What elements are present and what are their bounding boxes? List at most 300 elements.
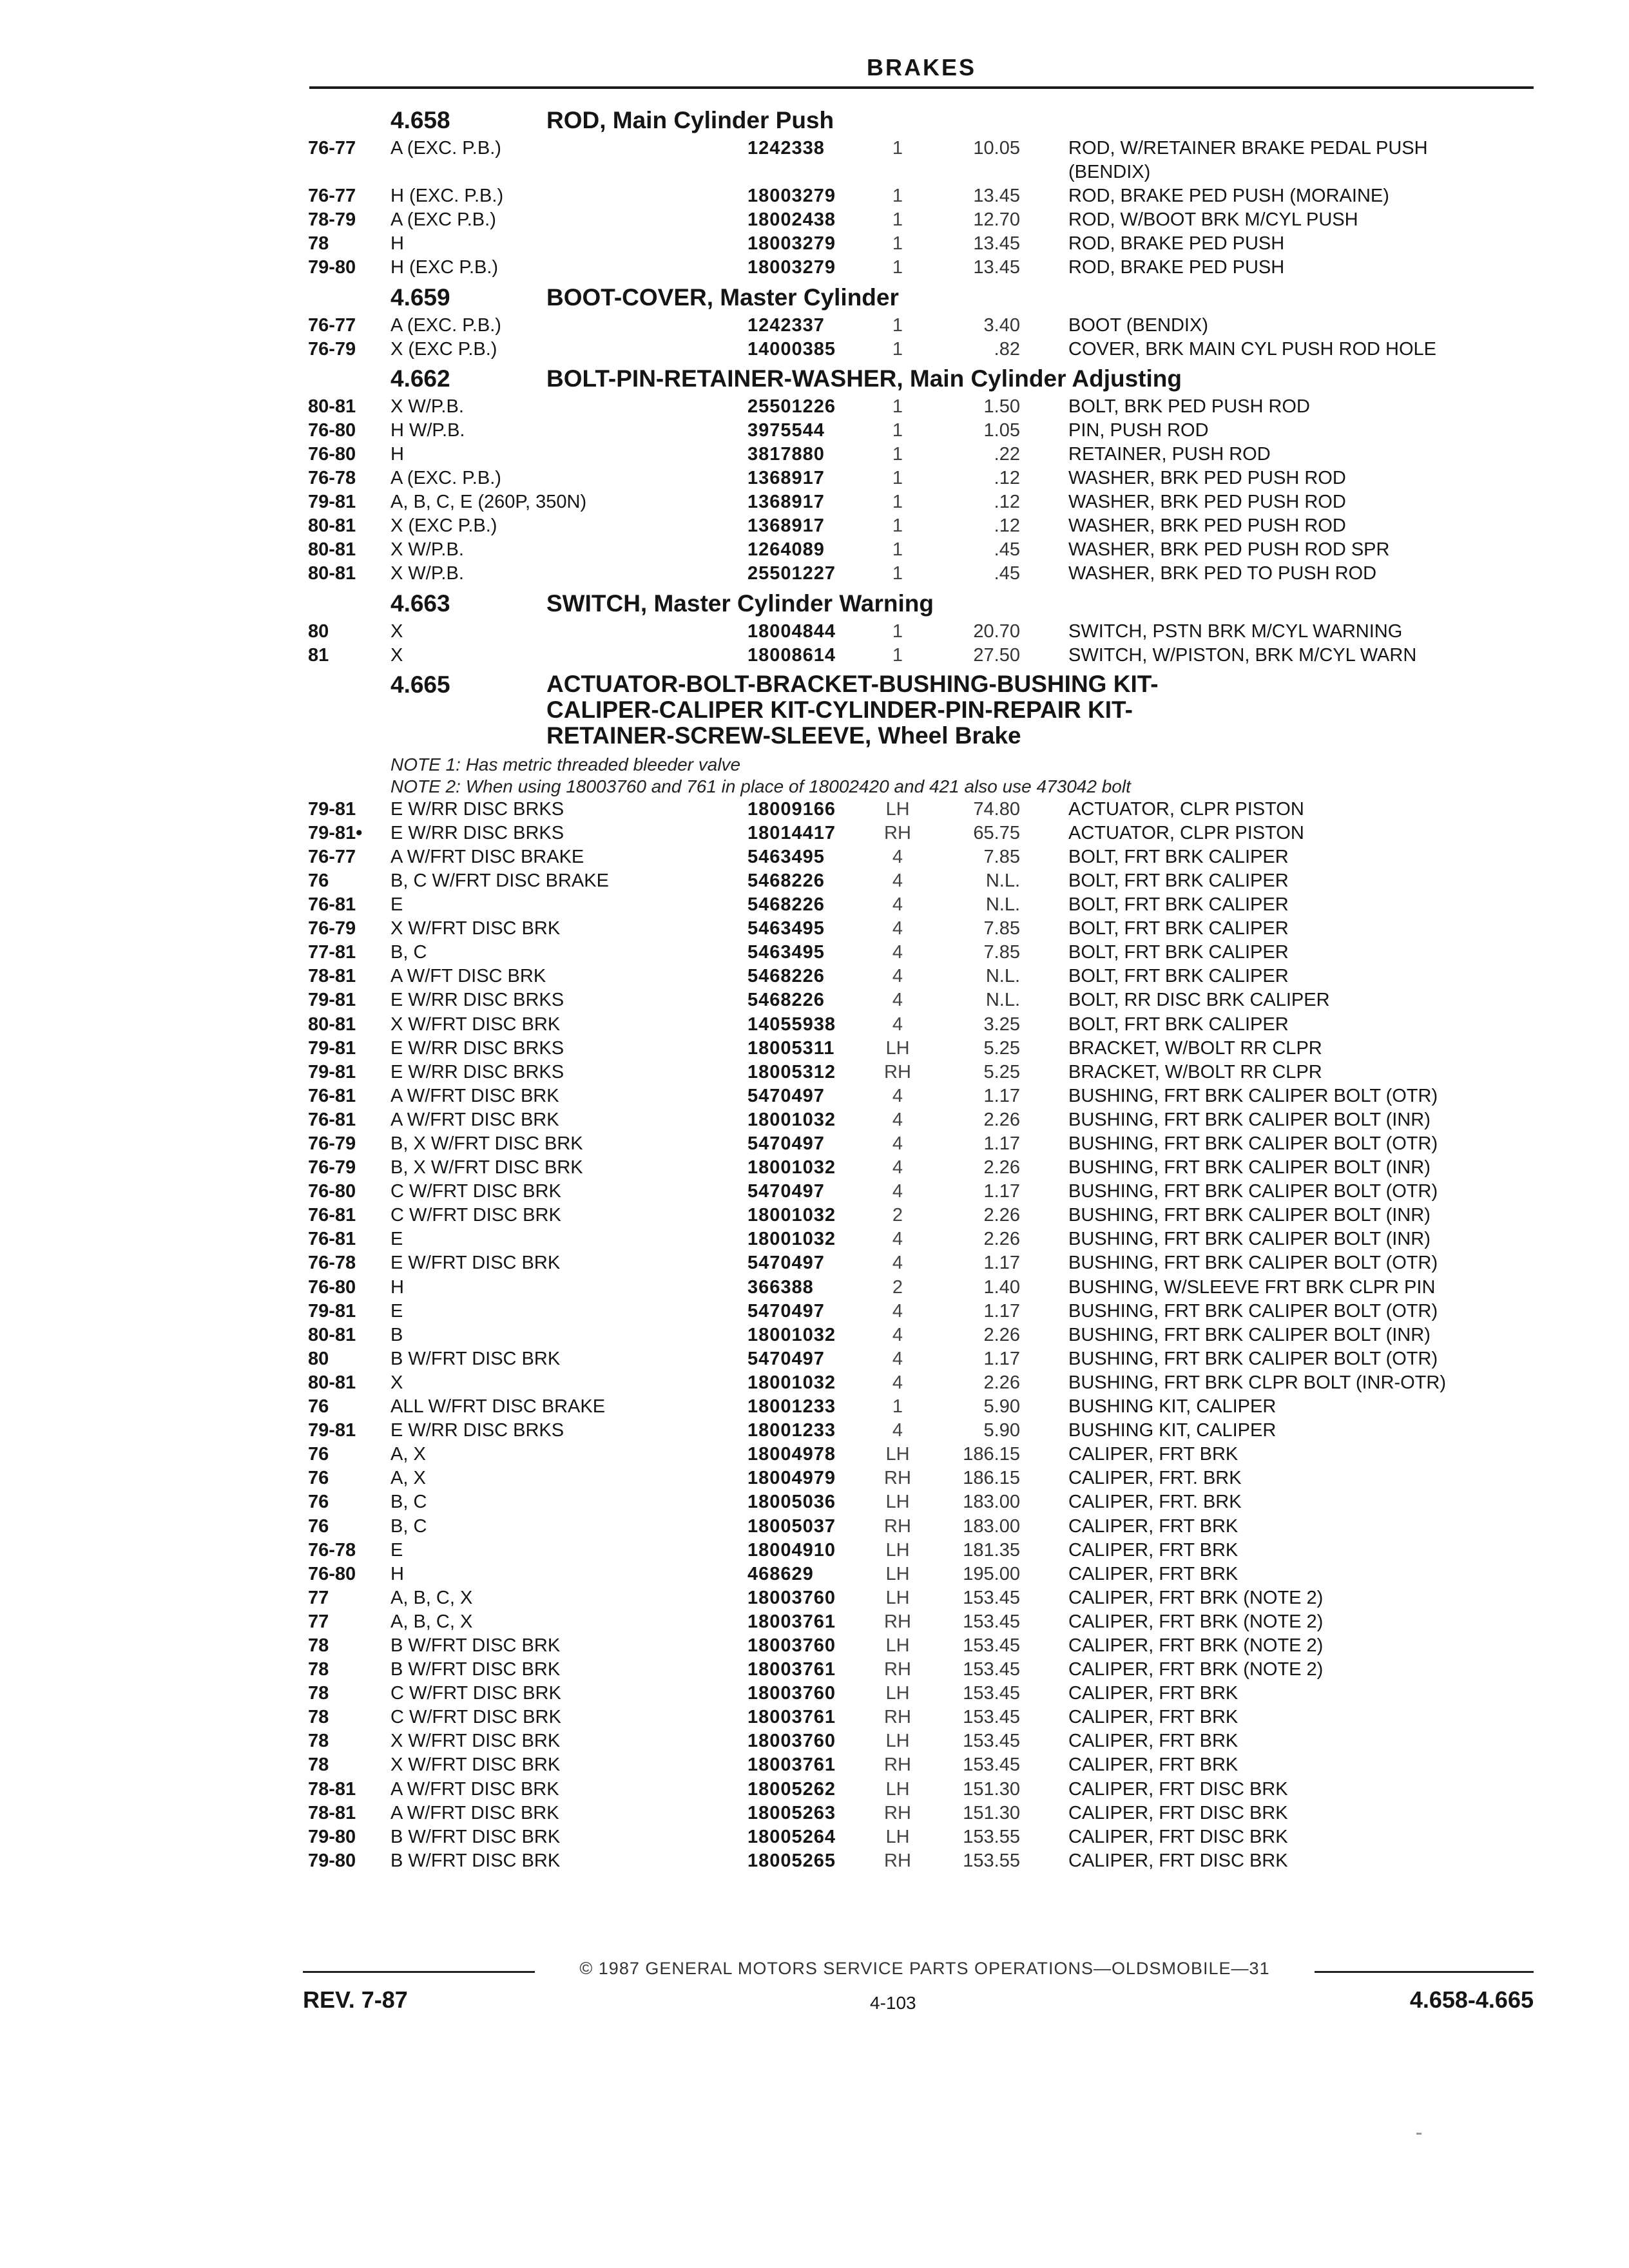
- part-row: [308, 1395, 1539, 1419]
- part-number: 3817880: [747, 443, 825, 465]
- quantity-side: 1: [892, 138, 903, 159]
- model-years: 77: [308, 1587, 329, 1608]
- part-number: 18003761: [747, 1611, 836, 1632]
- section-heading: [308, 361, 1539, 395]
- part-number: 14000385: [747, 338, 836, 360]
- application: H: [390, 1563, 404, 1584]
- model-years: 80-81: [308, 539, 356, 561]
- application: B W/FRT DISC BRK: [390, 1850, 561, 1871]
- part-row: [308, 395, 1539, 419]
- part-number: 1242338: [747, 138, 825, 159]
- part-description: ROD, BRAKE PED PUSH (MORAINE): [1068, 186, 1389, 207]
- section-heading: [308, 103, 1539, 137]
- model-years: 76-81: [308, 1229, 356, 1250]
- quantity-side: 1: [892, 186, 903, 207]
- application: X W/P.B.: [390, 539, 464, 561]
- part-description: PIN, PUSH ROD: [1068, 419, 1209, 441]
- part-description: BUSHING, FRT BRK CALIPER BOLT (INR): [1068, 1229, 1431, 1250]
- part-description: BOLT, FRT BRK CALIPER: [1068, 966, 1289, 987]
- quantity-side: RH: [884, 1659, 911, 1680]
- application: E W/RR DISC BRKS: [390, 822, 564, 843]
- part-number: 18008614: [747, 644, 836, 666]
- price: 7.85: [983, 918, 1020, 939]
- application: B, C: [390, 942, 427, 963]
- part-row: [308, 1706, 1539, 1729]
- model-years: 79-81: [308, 1300, 356, 1321]
- application: X W/FRT DISC BRK: [390, 918, 561, 939]
- part-description: RETAINER, PUSH ROD: [1068, 443, 1271, 465]
- part-number: 5470497: [747, 1253, 825, 1274]
- part-number: 5468226: [747, 990, 825, 1011]
- part-row: [308, 1204, 1539, 1227]
- part-row: [308, 620, 1539, 644]
- quantity-side: 4: [892, 942, 903, 963]
- part-row: [308, 798, 1539, 822]
- model-years: 80: [308, 1348, 329, 1369]
- quantity-side: 4: [892, 1014, 903, 1035]
- application: A W/FRT DISC BRK: [390, 1778, 559, 1800]
- part-row: [308, 1825, 1539, 1849]
- model-years: 76-81: [308, 1085, 356, 1106]
- part-number: 18001032: [747, 1372, 836, 1393]
- part-description: CALIPER, FRT BRK: [1068, 1515, 1239, 1537]
- application: A (EXC. P.B.): [390, 138, 501, 159]
- part-description: BOLT, FRT BRK CALIPER: [1068, 918, 1289, 939]
- part-number: 18005036: [747, 1492, 836, 1513]
- quantity-side: LH: [885, 798, 910, 820]
- model-years: 78: [308, 1754, 329, 1776]
- price: 183.00: [963, 1515, 1020, 1537]
- part-number: 18009166: [747, 798, 836, 820]
- part-row: [308, 1562, 1539, 1586]
- price: 1.17: [983, 1181, 1020, 1202]
- price: 153.45: [963, 1754, 1020, 1776]
- part-description: CALIPER, FRT BRK (NOTE 2): [1068, 1611, 1324, 1632]
- model-years: 76: [308, 1468, 329, 1489]
- model-years: 79-80: [308, 257, 356, 278]
- application: B W/FRT DISC BRK: [390, 1659, 561, 1680]
- part-number: 5470497: [747, 1348, 825, 1369]
- price: 1.17: [983, 1085, 1020, 1106]
- part-row: [308, 184, 1539, 208]
- quantity-side: 4: [892, 894, 903, 916]
- model-years: 76-77: [308, 138, 356, 159]
- model-years: 77-81: [308, 942, 356, 963]
- part-description: CALIPER, FRT BRK (NOTE 2): [1068, 1587, 1324, 1608]
- part-row: [308, 988, 1539, 1012]
- model-years: 80-81: [308, 515, 356, 537]
- application: X W/FRT DISC BRK: [390, 1754, 561, 1776]
- price: 153.45: [963, 1659, 1020, 1680]
- model-years: 76: [308, 1492, 329, 1513]
- part-number: 5470497: [747, 1133, 825, 1154]
- quantity-side: 1: [892, 563, 903, 584]
- part-number: 5463495: [747, 942, 825, 963]
- model-years: 79-81: [308, 798, 356, 820]
- quantity-side: 1: [892, 338, 903, 360]
- section-note: NOTE 1: Has metric threaded bleeder valve: [390, 754, 741, 774]
- quantity-side: 1: [892, 644, 903, 666]
- quantity-side: LH: [885, 1731, 910, 1752]
- part-number: 5470497: [747, 1085, 825, 1106]
- quantity-side: 4: [892, 870, 903, 891]
- part-number: 25501226: [747, 396, 836, 417]
- price: 2.26: [983, 1229, 1020, 1250]
- part-number: 18004979: [747, 1468, 836, 1489]
- section-range: 4.658-4.665: [1409, 1986, 1534, 2013]
- application: B W/FRT DISC BRK: [390, 1826, 561, 1847]
- section-number: 4.662: [390, 365, 450, 392]
- application: B: [390, 1324, 403, 1345]
- price: 151.30: [963, 1802, 1020, 1823]
- quantity-side: 4: [892, 990, 903, 1011]
- part-description: BOLT, FRT BRK CALIPER: [1068, 846, 1289, 867]
- section-title: ROD, Main Cylinder Push: [546, 107, 834, 133]
- price: 13.45: [973, 233, 1020, 255]
- application: E W/FRT DISC BRK: [390, 1253, 561, 1274]
- price: N.L.: [985, 990, 1020, 1011]
- price: .12: [994, 515, 1020, 537]
- price: N.L.: [985, 870, 1020, 891]
- quantity-side: 2: [892, 1205, 903, 1226]
- quantity-side: 1: [892, 233, 903, 255]
- part-number: 1368917: [747, 515, 825, 537]
- part-number: 18001032: [747, 1229, 836, 1250]
- price: 74.80: [973, 798, 1020, 820]
- model-years: 78: [308, 1635, 329, 1656]
- application: X W/P.B.: [390, 396, 464, 417]
- quantity-side: LH: [885, 1037, 910, 1059]
- part-description: CALIPER, FRT DISC BRK: [1068, 1778, 1288, 1800]
- price: 186.15: [963, 1444, 1020, 1465]
- part-row: [308, 644, 1539, 668]
- part-number: 1264089: [747, 539, 825, 561]
- part-number: 468629: [747, 1563, 814, 1584]
- application: X: [390, 644, 403, 666]
- part-row: [308, 256, 1539, 280]
- part-description: BOLT, FRT BRK CALIPER: [1068, 870, 1289, 891]
- section-title: BOOT-COVER, Master Cylinder: [546, 284, 899, 311]
- part-description: BRACKET, W/BOLT RR CLPR: [1068, 1061, 1322, 1082]
- quantity-side: 1: [892, 468, 903, 489]
- part-number: 18001032: [747, 1324, 836, 1345]
- model-years: 80-81: [308, 1014, 356, 1035]
- application: E W/RR DISC BRKS: [390, 990, 564, 1011]
- quantity-side: 1: [892, 539, 903, 561]
- part-description: ROD, BRAKE PED PUSH: [1068, 233, 1285, 255]
- part-description: ROD, BRAKE PED PUSH: [1068, 257, 1285, 278]
- price: 153.45: [963, 1635, 1020, 1656]
- model-years: 79-81: [308, 492, 356, 513]
- application: A (EXC P.B.): [390, 209, 496, 231]
- part-number: 18014417: [747, 822, 836, 843]
- part-row: [308, 443, 1539, 466]
- application: H: [390, 233, 404, 255]
- application: B, X W/FRT DISC BRK: [390, 1157, 583, 1178]
- quantity-side: 4: [892, 1085, 903, 1106]
- application: B, C W/FRT DISC BRAKE: [390, 870, 609, 891]
- price: 153.45: [963, 1707, 1020, 1728]
- quantity-side: 4: [892, 1109, 903, 1130]
- quantity-side: LH: [885, 1587, 910, 1608]
- application: E: [390, 1229, 403, 1250]
- part-number: 18005037: [747, 1515, 836, 1537]
- scan-mark: [1416, 2133, 1422, 2135]
- section-number: 4.665: [390, 671, 450, 698]
- quantity-side: 1: [892, 443, 903, 465]
- application: X (EXC P.B.): [390, 515, 497, 537]
- model-years: 76-80: [308, 1181, 356, 1202]
- part-number: 1368917: [747, 468, 825, 489]
- part-description: BOLT, FRT BRK CALIPER: [1068, 894, 1289, 916]
- application: A W/FRT DISC BRK: [390, 1085, 559, 1106]
- model-years: 78-81: [308, 1802, 356, 1823]
- model-years: 76-79: [308, 918, 356, 939]
- part-row: [308, 314, 1539, 338]
- part-row: [308, 1515, 1539, 1539]
- part-number: 18005312: [747, 1061, 836, 1082]
- part-row: [308, 514, 1539, 538]
- section-heading: [308, 586, 1539, 620]
- price: 153.45: [963, 1587, 1020, 1608]
- footer-copyright: © 1987 GENERAL MOTORS SERVICE PARTS OPERATIONS—OLDSMOBILE—31: [579, 1959, 1270, 1978]
- price: 2.26: [983, 1109, 1020, 1130]
- part-number: 18004978: [747, 1444, 836, 1465]
- quantity-side: 4: [892, 1300, 903, 1321]
- application: E W/RR DISC BRKS: [390, 1061, 564, 1082]
- price: 7.85: [983, 846, 1020, 867]
- application: X: [390, 620, 403, 642]
- quantity-side: LH: [885, 1444, 910, 1465]
- part-number: 5468226: [747, 894, 825, 916]
- price: .45: [994, 539, 1020, 561]
- parts-list: [308, 103, 1539, 1873]
- part-description: BUSHING, FRT BRK CALIPER BOLT (OTR): [1068, 1181, 1438, 1202]
- price: 3.25: [983, 1014, 1020, 1035]
- application: X: [390, 1372, 403, 1393]
- price: 13.45: [973, 186, 1020, 207]
- application: C W/FRT DISC BRK: [390, 1707, 561, 1728]
- application: C W/FRT DISC BRK: [390, 1205, 561, 1226]
- model-years: 77: [308, 1611, 329, 1632]
- part-description: WASHER, BRK PED PUSH ROD SPR: [1068, 539, 1390, 561]
- application: X W/FRT DISC BRK: [390, 1014, 561, 1035]
- part-row: [308, 232, 1539, 256]
- part-number: 5470497: [747, 1300, 825, 1321]
- part-description: WASHER, BRK PED PUSH ROD: [1068, 492, 1346, 513]
- section-number: 4.659: [390, 284, 450, 311]
- part-number: 5463495: [747, 918, 825, 939]
- part-description: SWITCH, PSTN BRK M/CYL WARNING: [1068, 620, 1403, 642]
- part-row: [308, 538, 1539, 562]
- part-row: [308, 1490, 1539, 1514]
- part-row: [308, 822, 1539, 845]
- page-footer: [303, 1956, 1534, 2033]
- part-row: [308, 1419, 1539, 1443]
- model-years: 78-81: [308, 1778, 356, 1800]
- part-row: [308, 562, 1539, 586]
- part-description: COVER, BRK MAIN CYL PUSH ROD HOLE: [1068, 338, 1436, 360]
- model-years: 76-81: [308, 1205, 356, 1226]
- part-row: [308, 869, 1539, 893]
- quantity-side: 4: [892, 1253, 903, 1274]
- price: .82: [994, 338, 1020, 360]
- part-description: BOLT, FRT BRK CALIPER: [1068, 942, 1289, 963]
- application: B, C: [390, 1515, 427, 1537]
- quantity-side: 1: [892, 209, 903, 231]
- part-row: [308, 1180, 1539, 1204]
- model-years: 80-81: [308, 1372, 356, 1393]
- part-row: [308, 1300, 1539, 1323]
- section-number: 4.663: [390, 590, 450, 617]
- application: H (EXC P.B.): [390, 257, 499, 278]
- quantity-side: RH: [884, 1611, 911, 1632]
- part-number: 18003760: [747, 1587, 836, 1608]
- part-description: CALIPER, FRT BRK: [1068, 1444, 1239, 1465]
- price: .22: [994, 443, 1020, 465]
- application: A W/FRT DISC BRK: [390, 1109, 559, 1130]
- part-row: [308, 1658, 1539, 1682]
- part-number: 18005263: [747, 1802, 836, 1823]
- part-description: BUSHING KIT, CALIPER: [1068, 1420, 1277, 1441]
- section-title: SWITCH, Master Cylinder Warning: [546, 590, 934, 617]
- part-description: BRACKET, W/BOLT RR CLPR: [1068, 1037, 1322, 1059]
- part-row: [308, 1347, 1539, 1371]
- part-number: 18001233: [747, 1420, 836, 1441]
- model-years: 79-81: [308, 990, 356, 1011]
- quantity-side: LH: [885, 1635, 910, 1656]
- model-years: 76-77: [308, 186, 356, 207]
- application: X W/P.B.: [390, 563, 464, 584]
- application: E W/RR DISC BRKS: [390, 798, 564, 820]
- part-description: BOLT, BRK PED PUSH ROD: [1068, 396, 1310, 417]
- part-row: [308, 1061, 1539, 1084]
- quantity-side: 4: [892, 1420, 903, 1441]
- price: 1.17: [983, 1253, 1020, 1274]
- part-description: CALIPER, FRT BRK: [1068, 1539, 1239, 1561]
- part-row: [308, 1013, 1539, 1037]
- part-row: [308, 419, 1539, 443]
- model-years: 76-77: [308, 846, 356, 867]
- application: B W/FRT DISC BRK: [390, 1348, 561, 1369]
- application: H: [390, 443, 404, 465]
- part-number: 18005311: [747, 1037, 835, 1059]
- section-note: NOTE 2: When using 18003760 and 761 in place of 18002420 and 421 also use 473042 bolt: [390, 776, 1131, 796]
- quantity-side: 4: [892, 1157, 903, 1178]
- part-number: 18001032: [747, 1205, 836, 1226]
- model-years: 79-81: [308, 1037, 356, 1059]
- quantity-side: 4: [892, 1324, 903, 1345]
- part-number: 1368917: [747, 492, 825, 513]
- model-years: 76: [308, 870, 329, 891]
- part-row: [308, 1156, 1539, 1180]
- section-heading: [308, 280, 1539, 314]
- quantity-side: RH: [884, 1515, 911, 1537]
- section-title-line: ACTUATOR-BOLT-BRACKET-BUSHING-BUSHING KIT-: [546, 670, 1159, 697]
- part-description: BUSHING, FRT BRK CALIPER BOLT (OTR): [1068, 1348, 1438, 1369]
- part-description: BUSHING, FRT BRK CALIPER BOLT (INR): [1068, 1157, 1431, 1178]
- quantity-side: LH: [885, 1826, 910, 1847]
- price: 12.70: [973, 209, 1020, 231]
- section-number: 4.658: [390, 107, 450, 133]
- price: N.L.: [985, 894, 1020, 916]
- part-number: 18003761: [747, 1754, 836, 1776]
- part-row: [308, 1037, 1539, 1061]
- part-description: BUSHING, FRT BRK CALIPER BOLT (OTR): [1068, 1133, 1438, 1154]
- quantity-side: RH: [884, 1802, 911, 1823]
- part-description: SWITCH, W/PISTON, BRK M/CYL WARN: [1068, 644, 1417, 666]
- part-number: 18004910: [747, 1539, 836, 1561]
- model-years: 79-81: [308, 1420, 356, 1441]
- part-row: [308, 338, 1539, 361]
- application: A W/FRT DISC BRAKE: [390, 846, 584, 867]
- quantity-side: RH: [884, 1850, 911, 1871]
- application: C W/FRT DISC BRK: [390, 1683, 561, 1704]
- quantity-side: 4: [892, 918, 903, 939]
- part-number: 5470497: [747, 1181, 825, 1202]
- part-description: ACTUATOR, CLPR PISTON: [1068, 798, 1304, 820]
- model-years: 76-78: [308, 1539, 356, 1561]
- model-years: 76-81: [308, 1109, 356, 1130]
- price: .12: [994, 468, 1020, 489]
- application: H: [390, 1276, 404, 1298]
- part-row: [308, 1849, 1539, 1873]
- model-years: 78: [308, 1707, 329, 1728]
- model-years: 76-79: [308, 338, 356, 360]
- quantity-side: 2: [892, 1276, 903, 1298]
- part-description: WASHER, BRK PED TO PUSH ROD: [1068, 563, 1377, 584]
- price: 5.90: [983, 1396, 1020, 1418]
- quantity-side: 1: [892, 396, 903, 417]
- part-row: [308, 1132, 1539, 1156]
- price: 5.25: [983, 1037, 1020, 1059]
- part-number: 18001032: [747, 1109, 836, 1130]
- application: B, C: [390, 1492, 427, 1513]
- part-description: BUSHING, FRT BRK CLPR BOLT (INR-OTR): [1068, 1372, 1446, 1393]
- section-heading: [308, 668, 1539, 754]
- part-row: [308, 1802, 1539, 1825]
- application: ALL W/FRT DISC BRAKE: [390, 1396, 606, 1418]
- price: 151.30: [963, 1778, 1020, 1800]
- part-description: CALIPER, FRT BRK: [1068, 1683, 1239, 1704]
- price: 153.45: [963, 1611, 1020, 1632]
- price: 153.55: [963, 1826, 1020, 1847]
- part-row: [308, 1778, 1539, 1802]
- model-years: 80-81: [308, 1324, 356, 1345]
- quantity-side: 1: [892, 492, 903, 513]
- price: 1.17: [983, 1348, 1020, 1369]
- application: A (EXC. P.B.): [390, 314, 501, 336]
- quantity-side: RH: [884, 1707, 911, 1728]
- quantity-side: LH: [885, 1539, 910, 1561]
- part-number: 18003761: [747, 1707, 836, 1728]
- price: 1.17: [983, 1300, 1020, 1321]
- part-description: CALIPER, FRT. BRK: [1068, 1468, 1242, 1489]
- part-number: 25501227: [747, 563, 836, 584]
- model-years: 78-79: [308, 209, 356, 231]
- quantity-side: 4: [892, 1181, 903, 1202]
- part-description: BUSHING, W/SLEEVE FRT BRK CLPR PIN: [1068, 1276, 1436, 1298]
- model-years: 76-78: [308, 1253, 356, 1274]
- model-years: 76: [308, 1396, 329, 1418]
- part-number: 18005265: [747, 1850, 836, 1871]
- part-row: [308, 160, 1539, 184]
- part-row: [308, 1108, 1539, 1132]
- price: 195.00: [963, 1563, 1020, 1584]
- part-description: CALIPER, FRT BRK: [1068, 1707, 1239, 1728]
- quantity-side: LH: [885, 1683, 910, 1704]
- part-description: CALIPER, FRT BRK: [1068, 1731, 1239, 1752]
